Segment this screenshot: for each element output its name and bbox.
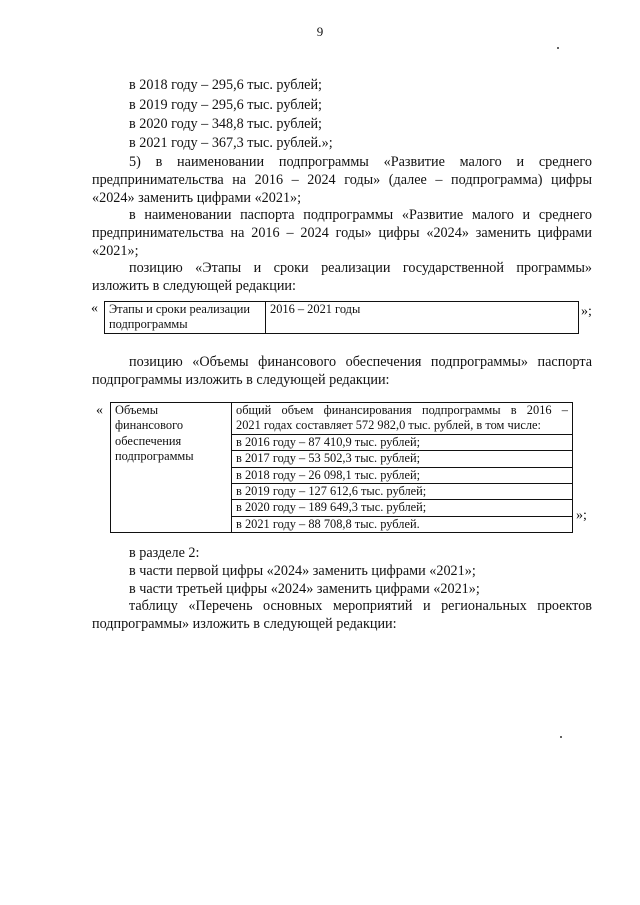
text-line: изложить в следующей редакции: (92, 278, 296, 294)
funding-value-cell (232, 403, 573, 533)
text-line: предпринимательства на 2016 – 2024 годы» цифры «2024» заменить цифрами (92, 225, 592, 241)
funding-table (110, 402, 573, 533)
text-line: «2021»; (92, 243, 139, 259)
stages-value-cell: 2016 – 2021 годы (266, 302, 579, 334)
text-line: «2024» заменить цифрами «2021»; (92, 190, 302, 206)
text-line: в 2019 году – 295,6 тыс. рублей; (129, 97, 322, 113)
cell-line: 2021 годах составляет 572 982,0 тыс. рублей, в том числе: (236, 418, 541, 433)
scan-speck (557, 47, 559, 49)
text-line: в части первой цифры «2024» заменить цифрами «2021»; (129, 563, 476, 579)
text-line: в 2020 году – 348,8 тыс. рублей; (129, 116, 322, 132)
cell-line: общий объем финансирования подпрограммы в 2016 – (236, 403, 568, 417)
text-line: предпринимательства на 2016 – 2024 годы» (далее – подпрограмма) цифры (92, 172, 592, 188)
text-line: позицию «Этапы и сроки реализации государственной программы» (129, 260, 592, 276)
text-line: таблицу «Перечень основных мероприятий и региональных проектов (129, 598, 592, 614)
text-line: в разделе 2: (129, 545, 200, 561)
open-quote: « (96, 403, 103, 418)
cell-line: финансового (115, 418, 184, 433)
scan-speck (560, 736, 562, 738)
cell-line: обеспечения (115, 433, 182, 448)
text-line: подпрограммы изложить в следующей редакции: (92, 372, 390, 388)
text-line: в части третьей цифры «2024» заменить цифрами «2021»; (129, 581, 480, 597)
funding-year-row: в 2017 году – 53 502,3 тыс. рублей; (232, 451, 572, 467)
stages-table (104, 301, 579, 334)
text-line: позицию «Объемы финансового обеспечения подпрограммы» паспорта (129, 354, 592, 370)
close-quote: »; (576, 508, 587, 523)
close-quote: »; (581, 304, 592, 319)
funding-year-row: в 2016 году – 87 410,9 тыс. рублей; (232, 435, 572, 451)
funding-year-row: в 2018 году – 26 098,1 тыс. рублей; (232, 468, 572, 484)
cell-line: Этапы и сроки реализации (109, 302, 251, 316)
open-quote: « (91, 301, 98, 316)
cell-line: подпрограммы (109, 317, 188, 332)
text-line: в наименовании паспорта подпрограммы «Развитие малого и среднего (129, 207, 592, 223)
funding-label-cell (111, 403, 232, 533)
funding-year-row: в 2021 году – 88 708,8 тыс. рублей. (236, 516, 420, 531)
text-line: подпрограммы» изложить в следующей редакции: (92, 616, 397, 632)
funding-intro (232, 403, 572, 435)
funding-year-row: в 2019 году – 127 612,6 тыс. рублей; (232, 484, 572, 500)
cell-line: подпрограммы (115, 449, 194, 464)
text-line: в 2021 году – 367,3 тыс. рублей.»; (129, 135, 333, 151)
page-number: 9 (316, 24, 324, 39)
text-line: в 2018 году – 295,6 тыс. рублей; (129, 77, 322, 93)
funding-year-row: в 2020 году – 189 649,3 тыс. рублей; (232, 500, 572, 516)
stages-label-cell (105, 302, 266, 334)
text-line: 5) в наименовании подпрограммы «Развитие малого и среднего (129, 154, 592, 170)
cell-line: Объемы (115, 403, 159, 417)
